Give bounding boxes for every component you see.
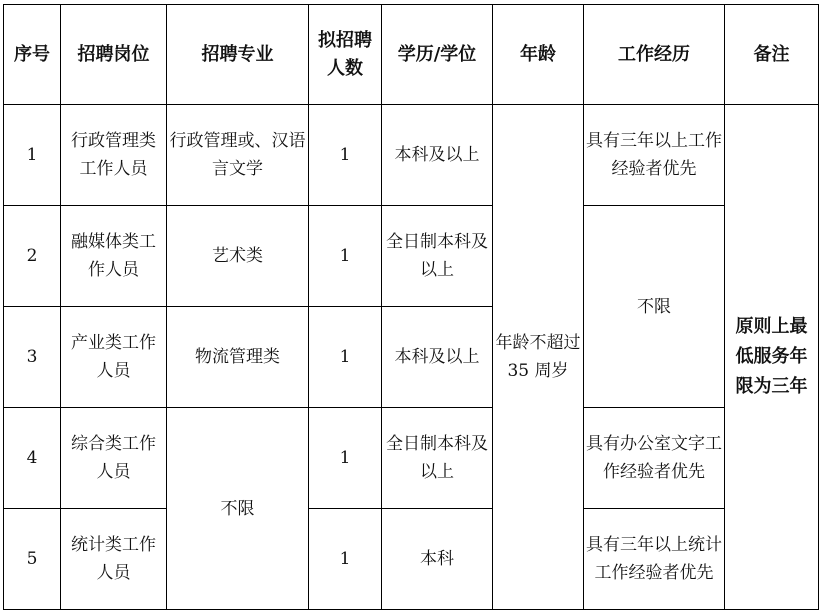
header-position: 招聘岗位 [61, 5, 167, 105]
count-cell: 1 [309, 105, 382, 206]
position-cell: 统计类工作人员 [61, 509, 167, 610]
header-education: 学历/学位 [382, 5, 493, 105]
experience-cell: 具有办公室文字工作经验者优先 [584, 408, 725, 509]
table-row [4, 206, 819, 307]
remark-cell: 原则上最低服务年限为三年 [725, 105, 819, 610]
count-cell: 1 [309, 206, 382, 307]
position-cell: 行政管理类工作人员 [61, 105, 167, 206]
position-cell: 产业类工作人员 [61, 307, 167, 408]
seq-cell: 2 [4, 206, 61, 307]
header-count: 拟招聘人数 [309, 5, 382, 105]
count-cell: 1 [309, 307, 382, 408]
seq-cell: 4 [4, 408, 61, 509]
seq-cell: 3 [4, 307, 61, 408]
table-row [4, 408, 819, 509]
header-remark: 备注 [725, 5, 819, 105]
education-cell: 本科及以上 [382, 307, 493, 408]
seq-cell: 1 [4, 105, 61, 206]
seq-cell: 5 [4, 509, 61, 610]
education-cell: 全日制本科及以上 [382, 206, 493, 307]
experience-cell: 具有三年以上统计工作经验者优先 [584, 509, 725, 610]
header-major: 招聘专业 [167, 5, 309, 105]
major-cell: 艺术类 [167, 206, 309, 307]
age-cell: 年龄不超过 35 周岁 [493, 105, 584, 610]
education-cell: 本科 [382, 509, 493, 610]
count-cell: 1 [309, 509, 382, 610]
education-cell: 全日制本科及以上 [382, 408, 493, 509]
position-cell: 融媒体类工作人员 [61, 206, 167, 307]
education-cell: 本科及以上 [382, 105, 493, 206]
recruitment-table [3, 4, 819, 610]
header-seq: 序号 [4, 5, 61, 105]
count-cell: 1 [309, 408, 382, 509]
experience-cell: 不限 [584, 206, 725, 408]
major-cell: 物流管理类 [167, 307, 309, 408]
position-cell: 综合类工作人员 [61, 408, 167, 509]
header-age: 年龄 [493, 5, 584, 105]
table-row [4, 509, 819, 610]
header-row [4, 5, 819, 105]
major-cell: 不限 [167, 408, 309, 610]
major-cell: 行政管理或、汉语言文学 [167, 105, 309, 206]
experience-cell: 具有三年以上工作经验者优先 [584, 105, 725, 206]
header-experience: 工作经历 [584, 5, 725, 105]
table-row [4, 105, 819, 206]
